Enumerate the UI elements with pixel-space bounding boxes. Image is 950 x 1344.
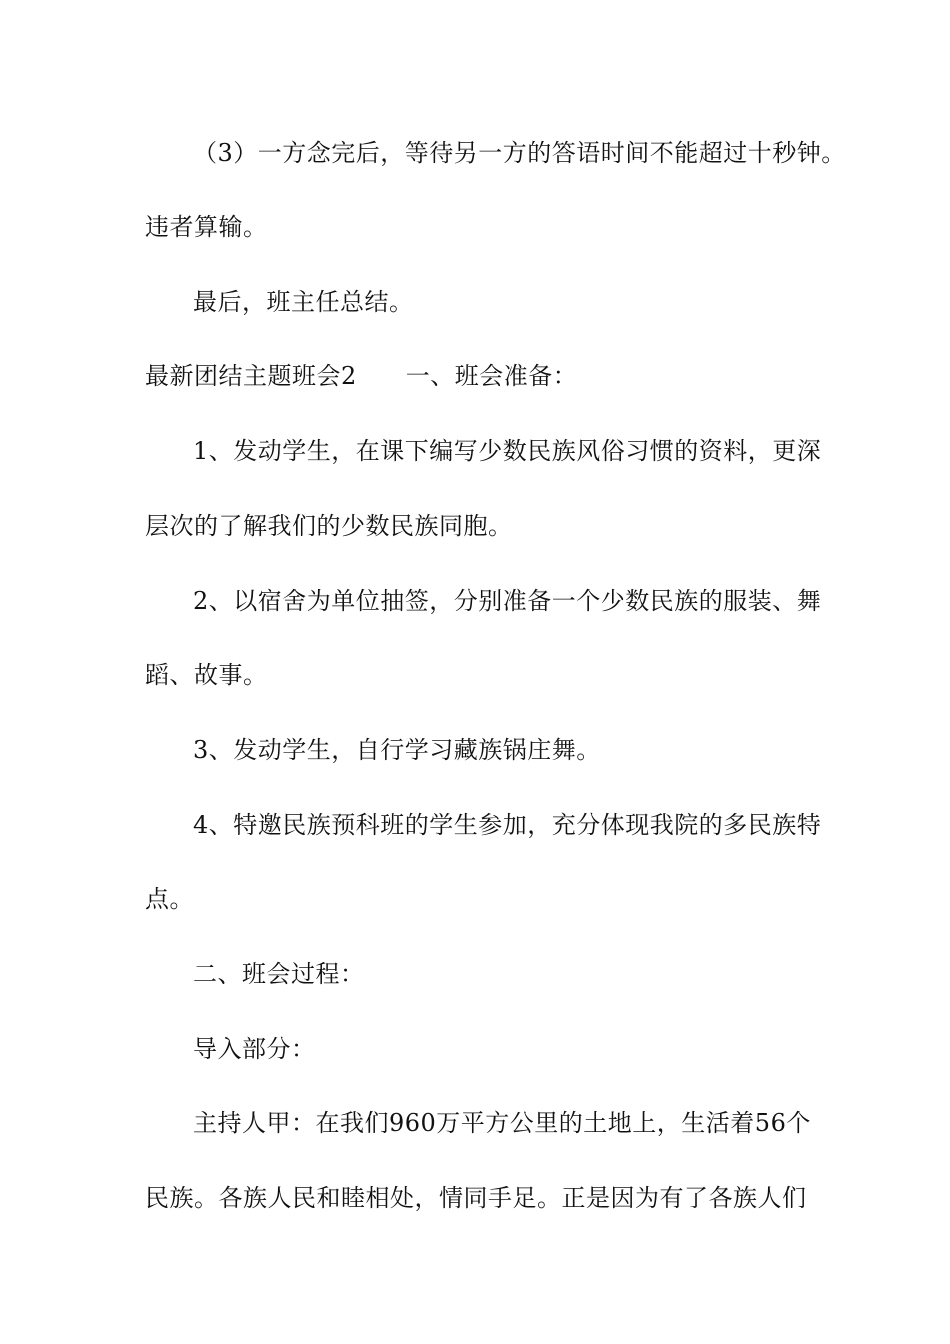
subsection-intro: 导入部分： [193,1035,316,1063]
section-heading-process: 二、班会过程： [193,960,365,988]
host-a-speech: 主持人甲：在我们960万平方公里的土地上，生活着56个 [193,1109,811,1137]
list-item-4-continued: 点。 [145,885,194,913]
list-item-3: 3、发动学生，自行学习藏族锅庄舞。 [193,736,601,764]
paragraph-rule-3-continued: 违者算输。 [145,213,268,241]
list-item-2: 2、以宿舍为单位抽签，分别准备一个少数民族的服装、舞 [193,587,822,615]
list-item-1: 1、发动学生，在课下编写少数民族风俗习惯的资料，更深 [193,437,822,465]
host-a-speech-continued: 民族。各族人民和睦相处，情同手足。正是因为有了各族人们 [145,1184,807,1212]
list-item-1-continued: 层次的了解我们的少数民族同胞。 [145,512,513,540]
list-item-2-continued: 蹈、故事。 [145,661,268,689]
section-heading: 最新团结主题班会2 一、班会准备： [145,362,578,390]
paragraph-rule-3: （3）一方念完后，等待另一方的答语时间不能超过十秒钟。 [193,139,846,167]
list-item-4: 4、特邀民族预科班的学生参加，充分体现我院的多民族特 [193,811,822,839]
paragraph-summary: 最后，班主任总结。 [193,288,414,316]
